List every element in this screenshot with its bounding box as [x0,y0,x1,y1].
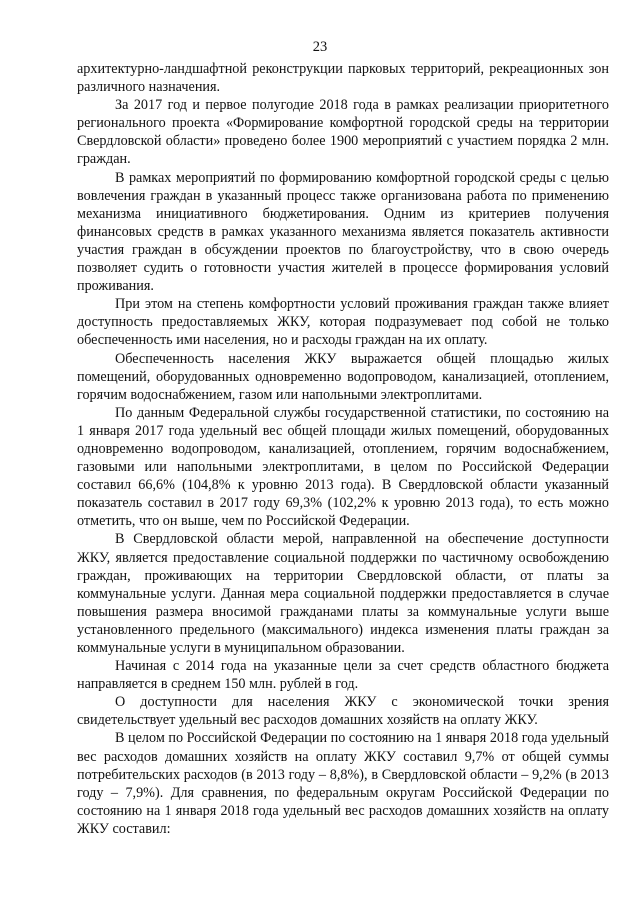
paragraph: В целом по Российской Федерации по состоянию на 1 января 2018 года удельный вес расходов домашних хозяйств на оплату ЖКУ составил 9,7% от общей суммы потребительских расходов (в 2013 году – 8,8%), в Свердловской области – 9,2% (в 2013 году – 7,9%). Для сравнения, по федеральным округам Российской Федерации по состоянию на 1 января 2018 года удельный вес расходов домашних хозяйств на оплату ЖКУ составил: [77,730,609,837]
paragraph: За 2017 год и первое полугодие 2018 года в рамках реализации приоритетного регионального проекта «Формирование комфортной городской среды на территории Свердловской области» проведено более 1900 мероприятий с участием порядка 2 млн. граждан. [77,97,609,168]
page-number: 23 [312,39,328,55]
body-text [77,60,609,838]
paragraph: О доступности для населения ЖКУ с экономической точки зрения свидетельствует удельный вес расходов домашних хозяйств на оплату ЖКУ. [77,694,609,729]
paragraph: В Свердловской области мерой, направленной на обеспечение доступности ЖКУ, является предоставление социальной поддержки по частичному освобождению граждан, проживающих на территории Свердловской области, от платы за коммунальные услуги. Данная мера социальной поддержки предоставляется в случае повышения размера вносимой гражданами платы за коммунальные услуги выше установленного предельного (максимального) индекса изменения платы граждан за коммунальные услуги в муниципальном образовании. [77,531,609,656]
paragraph: При этом на степень комфортности условий проживания граждан также влияет доступность предоставляемых ЖКУ, которая подразумевает под собой не только обеспеченность ими населения, но и расходы граждан на их оплату. [77,296,609,349]
paragraph: Обеспеченность населения ЖКУ выражается общей площадью жилых помещений, оборудованных одновременно водопроводом, канализацией, отоплением, горячим водоснабжением, газом или напольными электроплитами. [77,350,609,403]
paragraph: По данным Федеральной службы государственной статистики, по состоянию на 1 января 2017 года удельный вес общей площади жилых помещений, оборудованных одновременно водопроводом, канализацией, отоплением, горячим водоснабжением, газовыми или напольными электроплитами, в целом по Российской Федерации составил 66,6% (104,8% к уровню 2013 года). В Свердловской области указанный показатель составил в 2017 году 69,3% (102,2% к уровню 2013 года), то есть можно отметить, что он выше, чем по Российской Федерации. [77,404,609,530]
paragraph: Начиная с 2014 года на указанные цели за счет средств областного бюджета направляется в среднем 150 млн. рублей в год. [77,658,609,693]
paragraph: В рамках мероприятий по формированию комфортной городской среды с целью вовлечения граждан в указанный процесс также организована работа по применению механизма инициативного бюджетирования. Одним из критериев получения финансовых средств в рамках указанного механизма является показатель активности участия граждан в обсуждении проектов по благоустройству, что в свою очередь позволяет судить о готовности участия жителей в процессе формирования условий проживания. [77,169,609,295]
paragraph: архитектурно-ландшафтной реконструкции парковых территорий, рекреационных зон различного назначения. [77,61,609,96]
